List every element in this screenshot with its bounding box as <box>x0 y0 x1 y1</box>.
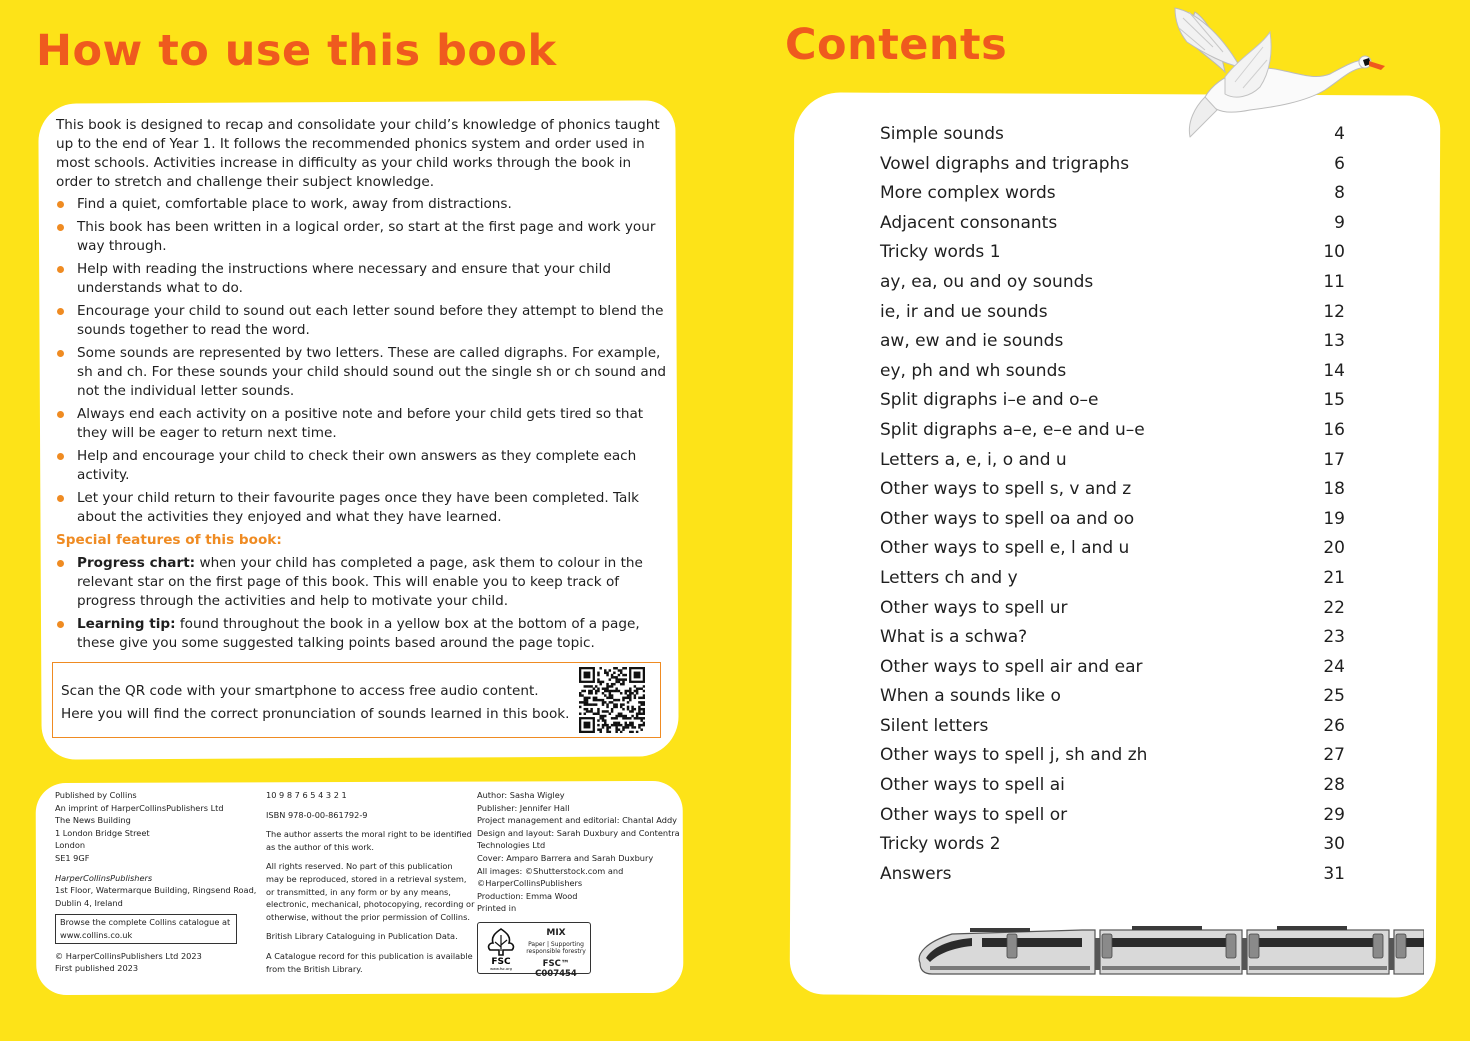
qr-text: Scan the QR code with your smartphone to access free audio content. Here you will find the correct pronunciation of sounds learned in this book. <box>61 683 570 722</box>
contents-entry-page: 8 <box>1334 183 1345 204</box>
contents-entry[interactable] <box>880 741 1345 771</box>
contents-entry-title: Adjacent consonants <box>880 212 1058 233</box>
contents-entry-title: Tricky words 1 <box>880 242 1001 263</box>
intro-paragraph: This book is designed to recap and consolidate your child’s knowledge of phonics taught up to the end of Year 1. It follows the recommended phonics system and order used in most schools. Activities increase in difficulty as your child works through the book in order to stretch and challenge their subject knowledge. <box>56 117 660 190</box>
contents-entry[interactable] <box>880 771 1345 801</box>
contents-entry-page: 23 <box>1323 627 1345 648</box>
contents-entry[interactable] <box>880 416 1345 446</box>
bullet-icon <box>57 621 64 628</box>
contents-entry[interactable] <box>880 475 1345 505</box>
contents-entry[interactable] <box>880 268 1345 298</box>
tip-item: This book has been written in a logical order, so start at the first page and work your way through. <box>56 218 668 256</box>
tip-item: Some sounds are represented by two letters. These are called digraphs. For example, sh and ch. For these sounds your child should sound out the single sh or ch sound and not the individual letter sounds. <box>56 344 668 401</box>
contents-entry-title: Tricky words 2 <box>880 834 1001 855</box>
special-features-list <box>56 554 668 653</box>
qr-callout <box>52 662 661 738</box>
contents-entry-page: 18 <box>1323 479 1345 500</box>
contents-entry-page: 25 <box>1323 686 1345 707</box>
contents-entry[interactable] <box>880 505 1345 535</box>
contents-entry-title: What is a schwa? <box>880 627 1028 648</box>
contents-entry-title: ay, ea, ou and oy sounds <box>880 271 1094 292</box>
bullet-icon <box>57 350 64 357</box>
contents-entry[interactable] <box>880 564 1345 594</box>
bullet-icon <box>57 308 64 315</box>
contents-entry-page: 31 <box>1323 863 1345 884</box>
contents-entry-title: Simple sounds <box>880 124 1004 144</box>
contents-entry[interactable] <box>880 386 1345 416</box>
contents-entry-title: Other ways to spell oa and oo <box>880 508 1135 529</box>
contents-entry[interactable] <box>880 298 1345 328</box>
contents-entry-page: 11 <box>1323 271 1345 292</box>
contents-entry[interactable] <box>880 357 1345 387</box>
bullet-icon <box>57 201 64 208</box>
svg-text:www.fsc.org: www.fsc.org <box>490 967 512 971</box>
contents-entry[interactable] <box>880 860 1345 890</box>
tip-item: Help and encourage your child to check their own answers as they complete each activity. <box>56 447 668 485</box>
contents-entry-title: Other ways to spell ur <box>880 597 1068 618</box>
contents-entry[interactable] <box>880 594 1345 624</box>
contents-entry-page: 16 <box>1323 419 1345 440</box>
contents-entry[interactable] <box>880 238 1345 268</box>
contents-entry[interactable] <box>880 534 1345 564</box>
contents-entry-title: Other ways to spell or <box>880 804 1068 825</box>
imprint-column-credits: Author: Sasha Wigley Publisher: Jennifer Hall Project management and editorial: Chantal Addy Design and layout: Sarah Duxbury and Contentra Technologies Ltd Cover: Amparo Barrera and Sarah Duxbury All images: ©Shutterstock.com and ©HarperCollinsPublishers Production: Emma Wood Printed in <box>477 790 680 914</box>
contents-entry[interactable] <box>880 179 1345 209</box>
contents-entry-page: 10 <box>1323 242 1345 263</box>
tip-item: Encourage your child to sound out each letter sound before they attempt to blend the sounds together to read the word. <box>56 302 668 340</box>
contents-entry[interactable] <box>880 830 1345 860</box>
special-feature-item: Progress chart: when your child has completed a page, ask them to colour in the relevant star on the first page of this book. This will enable you to keep track of progress through the activities and help to motivate your child. <box>56 554 668 611</box>
bullet-icon <box>57 266 64 273</box>
contents-entry-title: Vowel digraphs and trigraphs <box>880 153 1130 174</box>
bullet-icon <box>57 453 64 460</box>
contents-entry-page: 27 <box>1323 745 1345 766</box>
contents-entry[interactable] <box>880 327 1345 357</box>
contents-entry-title: Answers <box>880 863 952 884</box>
how-to-use-title: How to use this book <box>36 26 557 76</box>
contents-entry-page: 14 <box>1323 360 1345 381</box>
contents-entry-title: When a sounds like o <box>880 686 1061 707</box>
contents-entry-title: Letters ch and y <box>880 567 1018 588</box>
intro-section <box>56 116 668 657</box>
tip-item: Find a quiet, comfortable place to work, away from distractions. <box>56 195 668 214</box>
fsc-badge: FSC www.fsc.org MIX Paper | Supporting responsible forestry FSC™ C007454 <box>477 922 591 974</box>
contents-entry-page: 21 <box>1323 567 1345 588</box>
catalogue-link[interactable]: Browse the complete Collins catalogue at www.collins.co.uk <box>55 914 237 943</box>
contents-title: Contents <box>785 20 1008 70</box>
train-illustration <box>912 918 1424 982</box>
contents-entry-page: 15 <box>1323 390 1345 411</box>
contents-entry-page: 13 <box>1323 331 1345 352</box>
contents-entry-page: 19 <box>1323 508 1345 529</box>
contents-entry-title: aw, ew and ie sounds <box>880 331 1064 352</box>
svg-text:FSC: FSC <box>491 957 511 967</box>
contents-entry-title: Split digraphs a–e, e–e and u–e <box>880 419 1145 440</box>
contents-entry[interactable] <box>880 801 1345 831</box>
special-feature-item: Learning tip: found throughout the book in a yellow box at the bottom of a page, these give you some suggested talking points based around the page topic. <box>56 615 668 653</box>
tip-item: Let your child return to their favourite pages once they have been completed. Talk about the activities they enjoyed and what they have learned. <box>56 489 668 527</box>
contents-entry[interactable] <box>880 653 1345 683</box>
contents-entry-title: Other ways to spell j, sh and zh <box>880 745 1148 766</box>
contents-entry-title: ey, ph and wh sounds <box>880 360 1067 381</box>
contents-entry-title: Other ways to spell air and ear <box>880 656 1143 677</box>
imprint-column-publisher: Published by Collins An imprint of HarperCollinsPublishers Ltd The News Building 1 London Bridge Street London SE1 9GF HarperCollinsPublishers 1st Floor, Watermarque Building, Ringsend Road, Dublin 4, Ireland Browse the complete Collins catalogue at www.collins.co.uk © HarperCollinsPublishers Ltd 2023 First published 2023 <box>55 790 257 974</box>
contents-entry-page: 22 <box>1323 597 1345 618</box>
contents-entry-title: More complex words <box>880 183 1056 204</box>
contents-entry-title: ie, ir and ue sounds <box>880 301 1048 322</box>
contents-entry-title: Other ways to spell e, l and u <box>880 538 1130 559</box>
contents-entry[interactable] <box>880 209 1345 239</box>
contents-entry-title: Other ways to spell ai <box>880 775 1065 796</box>
contents-entry[interactable] <box>880 682 1345 712</box>
bullet-icon <box>57 560 64 567</box>
tip-item: Always end each activity on a positive note and before your child gets tired so that they will be eager to return next time. <box>56 405 668 443</box>
contents-entry-title: Other ways to spell s, v and z <box>880 479 1132 500</box>
contents-list <box>880 120 1345 889</box>
special-features-heading: Special features of this book: <box>56 532 282 548</box>
contents-entry-page: 30 <box>1323 834 1345 855</box>
contents-entry-page: 24 <box>1323 656 1345 677</box>
contents-entry-title: Letters a, e, i, o and u <box>880 449 1067 470</box>
swan-illustration <box>1165 2 1390 142</box>
contents-entry[interactable] <box>880 446 1345 476</box>
contents-entry-page: 28 <box>1323 775 1345 796</box>
contents-entry-page: 4 <box>1334 124 1345 144</box>
qr-code[interactable] <box>579 667 645 733</box>
contents-entry-title: Silent letters <box>880 715 989 736</box>
contents-entry-page: 26 <box>1323 715 1345 736</box>
contents-entry[interactable] <box>880 150 1345 180</box>
fsc-logo-icon <box>481 925 521 971</box>
bullet-icon <box>57 495 64 502</box>
tip-item: Help with reading the instructions where necessary and ensure that your child understands what to do. <box>56 260 668 298</box>
contents-entry-title: Split digraphs i–e and o–e <box>880 390 1099 411</box>
contents-entry-page: 6 <box>1334 153 1345 174</box>
imprint-column-rights: 10 9 8 7 6 5 4 3 2 1 ISBN 978-0-00-861792-9 The author asserts the moral right to be identified as the author of this work. All rights reserved. No part of this publication may be reproduced, stored in a retrieval system, or transmitted, in any form or by any means, electronic, mechanical, photocopying, recording or otherwise, without the prior permission of Collins. British Library Cataloguing in Publication Data. A Catalogue record for this publication is available from the British Library. <box>266 790 475 974</box>
contents-entry-page: 17 <box>1323 449 1345 470</box>
bullet-icon <box>57 224 64 231</box>
contents-entry[interactable] <box>880 712 1345 742</box>
contents-entry-page: 20 <box>1323 538 1345 559</box>
contents-entry-page: 9 <box>1334 212 1345 233</box>
contents-entry-page: 12 <box>1323 301 1345 322</box>
contents-entry[interactable] <box>880 623 1345 653</box>
tips-list <box>56 195 668 527</box>
bullet-icon <box>57 411 64 418</box>
contents-entry-page: 29 <box>1323 804 1345 825</box>
